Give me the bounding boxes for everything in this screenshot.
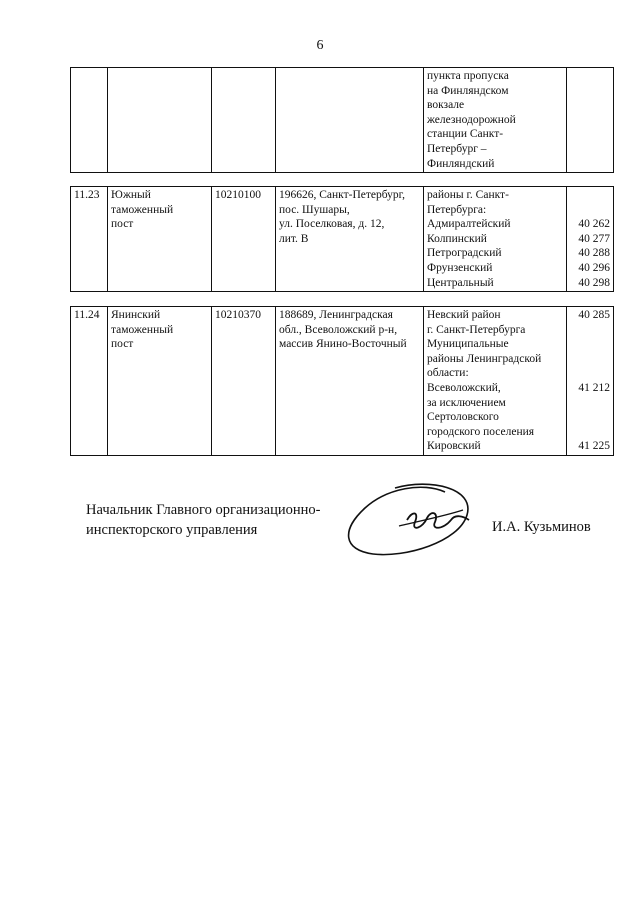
table-row (71, 187, 614, 292)
post-address (276, 187, 424, 292)
post-code: 10210100 (212, 187, 276, 292)
post-name-line: Янинский (111, 309, 161, 321)
cell-region (424, 68, 567, 173)
region-list (424, 307, 567, 456)
post-name-line: пост (111, 338, 134, 351)
post-name (108, 187, 212, 292)
region-line: Центральный (427, 276, 494, 289)
region-line: за исключением (427, 396, 506, 409)
checkpoint-line: пункта пропуска (427, 70, 509, 82)
customs-post-table-1123 (70, 186, 614, 292)
district-code: 41 225 (578, 440, 610, 453)
region-line: Кировский (427, 440, 481, 453)
region-line: районы Ленинградской (427, 352, 542, 365)
checkpoint-line: железнодорожной (427, 113, 516, 126)
region-line: Фрунзенский (427, 261, 493, 274)
position-line: Начальник Главного организационно- (86, 502, 321, 518)
cell-code (212, 68, 276, 173)
row-number: 11.24 (71, 307, 108, 456)
cell-address (276, 68, 424, 173)
district-code: 40 277 (578, 232, 610, 245)
address-line: 188689, Ленинградская (279, 309, 393, 321)
region-line: городского поселения (427, 425, 535, 438)
district-code: 41 212 (578, 381, 610, 394)
region-line: Петроградский (427, 247, 502, 260)
post-name-line: таможенный (111, 323, 174, 336)
checkpoint-line: станции Санкт- (427, 128, 504, 141)
district-code: 40 296 (578, 261, 610, 274)
post-name-line: пост (111, 218, 134, 231)
address-line: массив Янино-Восточный (279, 338, 407, 351)
region-line: Муниципальные (427, 338, 509, 351)
post-name-line: Южный (111, 189, 151, 201)
region-list (424, 187, 567, 292)
region-line: Сертоловского (427, 411, 499, 424)
post-address (276, 307, 424, 456)
district-code: 40 288 (578, 247, 610, 260)
handwritten-signature (335, 470, 485, 570)
checkpoint-line: Петербург – (427, 142, 487, 155)
cell-no (71, 68, 108, 173)
region-line: Адмиралтейский (427, 218, 511, 231)
district-codes (567, 187, 614, 292)
checkpoint-line: Финляндский (427, 157, 495, 170)
table-row (71, 307, 614, 456)
address-line: лит. В (279, 232, 309, 245)
region-line: Колпинский (427, 232, 487, 245)
region-line: районы г. Санкт- (427, 189, 509, 201)
continuation-table (70, 67, 614, 173)
signatory-position (86, 500, 320, 540)
region-line: Петербурга: (427, 203, 487, 216)
post-code: 10210370 (212, 307, 276, 456)
cell-district-codes (567, 68, 614, 173)
region-line: Невский район (427, 309, 501, 321)
address-line: ул. Поселковая, д. 12, (279, 218, 385, 231)
signatory-name: И.А. Кузьминов (492, 519, 591, 535)
district-code: 40 298 (578, 276, 610, 289)
region-line: области: (427, 367, 469, 380)
address-line: обл., Всеволожский р-н, (279, 323, 398, 336)
customs-post-table-1124 (70, 306, 614, 456)
post-name-line: таможенный (111, 203, 174, 216)
region-line: г. Санкт-Петербурга (427, 323, 526, 336)
page-number: 6 (316, 38, 324, 53)
checkpoint-line: вокзале (427, 99, 465, 112)
region-line: Всеволожский, (427, 381, 501, 394)
cell-name (108, 68, 212, 173)
district-code: 40 285 (578, 309, 610, 321)
table-row (71, 68, 614, 173)
post-name (108, 307, 212, 456)
position-line: инспекторского управления (86, 522, 258, 538)
district-codes (567, 307, 614, 456)
checkpoint-line: на Финляндском (427, 84, 509, 97)
address-line: 196626, Санкт-Петербург, (279, 189, 405, 201)
district-code: 40 262 (578, 218, 610, 231)
row-number: 11.23 (71, 187, 108, 292)
address-line: пос. Шушары, (279, 203, 350, 216)
